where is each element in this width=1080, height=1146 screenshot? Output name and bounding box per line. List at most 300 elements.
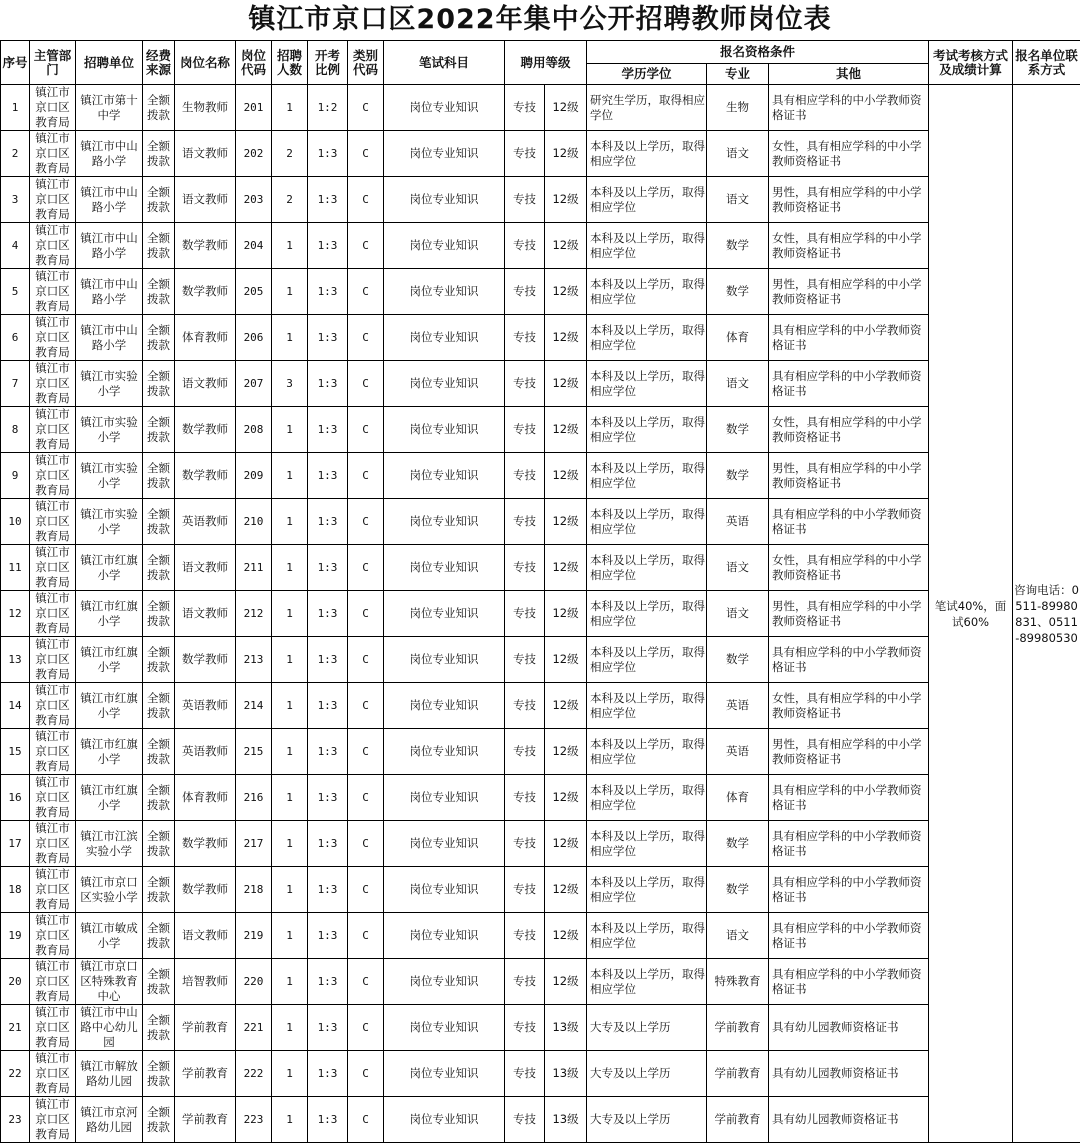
cell-grade-level: 13级 <box>545 1005 587 1051</box>
cell-other: 具有相应学科的中小学教师资格证书 <box>769 637 929 683</box>
cell-major: 数学 <box>707 637 769 683</box>
cell-funding: 全额拨款 <box>143 85 175 131</box>
cell-education: 本科及以上学历，取得相应学位 <box>587 913 707 959</box>
cell-category: C <box>348 1097 384 1143</box>
cell-seq: 21 <box>1 1005 30 1051</box>
cell-grade-level: 13级 <box>545 1051 587 1097</box>
cell-seq: 8 <box>1 407 30 453</box>
cell-count: 1 <box>272 85 308 131</box>
cell-code: 220 <box>236 959 272 1005</box>
cell-other: 具有相应学科的中小学教师资格证书 <box>769 867 929 913</box>
cell-authority: 镇江市京口区教育局 <box>30 177 76 223</box>
cell-grade-level: 12级 <box>545 453 587 499</box>
cell-unit: 镇江市中山路中心幼儿园 <box>76 1005 143 1051</box>
cell-code: 215 <box>236 729 272 775</box>
header-authority: 主管部门 <box>30 41 76 85</box>
cell-count: 1 <box>272 913 308 959</box>
cell-authority: 镇江市京口区教育局 <box>30 131 76 177</box>
cell-ratio: 1:3 <box>308 1005 348 1051</box>
cell-education: 本科及以上学历，取得相应学位 <box>587 637 707 683</box>
cell-education: 研究生学历，取得相应学位 <box>587 85 707 131</box>
cell-authority: 镇江市京口区教育局 <box>30 821 76 867</box>
cell-assessment: 笔试40%，面试60% <box>929 85 1013 1143</box>
header-category: 类别代码 <box>348 41 384 85</box>
cell-authority: 镇江市京口区教育局 <box>30 407 76 453</box>
cell-funding: 全额拨款 <box>143 453 175 499</box>
cell-category: C <box>348 591 384 637</box>
cell-position: 英语教师 <box>175 729 236 775</box>
cell-grade-type: 专技 <box>505 453 545 499</box>
table-row <box>1 223 1080 269</box>
cell-position: 数学教师 <box>175 867 236 913</box>
cell-grade-level: 13级 <box>545 1097 587 1143</box>
cell-unit: 镇江市第十中学 <box>76 85 143 131</box>
cell-seq: 3 <box>1 177 30 223</box>
cell-seq: 23 <box>1 1097 30 1143</box>
table-row <box>1 1005 1080 1051</box>
cell-category: C <box>348 913 384 959</box>
cell-code: 223 <box>236 1097 272 1143</box>
cell-funding: 全额拨款 <box>143 591 175 637</box>
cell-code: 217 <box>236 821 272 867</box>
cell-count: 2 <box>272 177 308 223</box>
cell-other: 具有相应学科的中小学教师资格证书 <box>769 499 929 545</box>
cell-major: 数学 <box>707 821 769 867</box>
cell-education: 本科及以上学历，取得相应学位 <box>587 177 707 223</box>
cell-education: 本科及以上学历，取得相应学位 <box>587 959 707 1005</box>
cell-position: 培智教师 <box>175 959 236 1005</box>
cell-code: 204 <box>236 223 272 269</box>
cell-code: 221 <box>236 1005 272 1051</box>
cell-grade-level: 12级 <box>545 85 587 131</box>
table-row <box>1 683 1080 729</box>
cell-major: 数学 <box>707 867 769 913</box>
cell-grade-level: 12级 <box>545 361 587 407</box>
cell-unit: 镇江市中山路小学 <box>76 315 143 361</box>
cell-education: 大专及以上学历 <box>587 1051 707 1097</box>
cell-unit: 镇江市红旗小学 <box>76 591 143 637</box>
cell-unit: 镇江市敏成小学 <box>76 913 143 959</box>
cell-position: 语文教师 <box>175 361 236 407</box>
cell-position: 体育教师 <box>175 315 236 361</box>
cell-code: 201 <box>236 85 272 131</box>
table-row <box>1 913 1080 959</box>
cell-code: 207 <box>236 361 272 407</box>
cell-category: C <box>348 959 384 1005</box>
cell-exam: 岗位专业知识 <box>384 453 505 499</box>
cell-code: 208 <box>236 407 272 453</box>
cell-funding: 全额拨款 <box>143 821 175 867</box>
cell-unit: 镇江市中山路小学 <box>76 177 143 223</box>
cell-grade-level: 12级 <box>545 959 587 1005</box>
table-row <box>1 959 1080 1005</box>
cell-education: 本科及以上学历，取得相应学位 <box>587 223 707 269</box>
cell-position: 英语教师 <box>175 683 236 729</box>
cell-grade-level: 12级 <box>545 131 587 177</box>
cell-count: 1 <box>272 959 308 1005</box>
cell-ratio: 1:3 <box>308 683 348 729</box>
cell-code: 210 <box>236 499 272 545</box>
cell-ratio: 1:3 <box>308 361 348 407</box>
cell-seq: 11 <box>1 545 30 591</box>
cell-code: 205 <box>236 269 272 315</box>
cell-seq: 4 <box>1 223 30 269</box>
cell-major: 数学 <box>707 407 769 453</box>
cell-grade-level: 12级 <box>545 775 587 821</box>
cell-ratio: 1:3 <box>308 453 348 499</box>
cell-other: 男性，具有相应学科的中小学教师资格证书 <box>769 269 929 315</box>
cell-exam: 岗位专业知识 <box>384 85 505 131</box>
cell-grade-type: 专技 <box>505 637 545 683</box>
cell-exam: 岗位专业知识 <box>384 775 505 821</box>
cell-major: 学前教育 <box>707 1051 769 1097</box>
cell-grade-level: 12级 <box>545 683 587 729</box>
table-row <box>1 269 1080 315</box>
cell-grade-level: 12级 <box>545 223 587 269</box>
cell-seq: 12 <box>1 591 30 637</box>
cell-ratio: 1:3 <box>308 729 348 775</box>
cell-education: 本科及以上学历，取得相应学位 <box>587 867 707 913</box>
cell-major: 数学 <box>707 223 769 269</box>
cell-grade-type: 专技 <box>505 959 545 1005</box>
cell-seq: 5 <box>1 269 30 315</box>
cell-seq: 19 <box>1 913 30 959</box>
cell-authority: 镇江市京口区教育局 <box>30 913 76 959</box>
cell-grade-level: 12级 <box>545 407 587 453</box>
cell-seq: 14 <box>1 683 30 729</box>
cell-ratio: 1:3 <box>308 545 348 591</box>
cell-unit: 镇江市中山路小学 <box>76 223 143 269</box>
cell-unit: 镇江市京口区特殊教育中心 <box>76 959 143 1005</box>
cell-funding: 全额拨款 <box>143 361 175 407</box>
cell-code: 219 <box>236 913 272 959</box>
cell-funding: 全额拨款 <box>143 269 175 315</box>
cell-unit: 镇江市红旗小学 <box>76 729 143 775</box>
cell-ratio: 1:3 <box>308 867 348 913</box>
table-row <box>1 591 1080 637</box>
cell-ratio: 1:3 <box>308 959 348 1005</box>
cell-exam: 岗位专业知识 <box>384 361 505 407</box>
cell-grade-type: 专技 <box>505 85 545 131</box>
cell-count: 1 <box>272 867 308 913</box>
cell-exam: 岗位专业知识 <box>384 499 505 545</box>
cell-grade-type: 专技 <box>505 683 545 729</box>
cell-education: 本科及以上学历，取得相应学位 <box>587 499 707 545</box>
cell-count: 1 <box>272 1097 308 1143</box>
cell-funding: 全额拨款 <box>143 1051 175 1097</box>
cell-major: 语文 <box>707 545 769 591</box>
cell-major: 语文 <box>707 131 769 177</box>
cell-grade-level: 12级 <box>545 729 587 775</box>
cell-exam: 岗位专业知识 <box>384 177 505 223</box>
cell-other: 具有幼儿园教师资格证书 <box>769 1051 929 1097</box>
cell-major: 语文 <box>707 591 769 637</box>
cell-code: 209 <box>236 453 272 499</box>
cell-seq: 9 <box>1 453 30 499</box>
cell-major: 数学 <box>707 269 769 315</box>
cell-authority: 镇江市京口区教育局 <box>30 867 76 913</box>
cell-category: C <box>348 1051 384 1097</box>
cell-education: 本科及以上学历，取得相应学位 <box>587 407 707 453</box>
table-row <box>1 1051 1080 1097</box>
cell-code: 202 <box>236 131 272 177</box>
cell-unit: 镇江市实验小学 <box>76 453 143 499</box>
cell-major: 语文 <box>707 913 769 959</box>
cell-exam: 岗位专业知识 <box>384 1097 505 1143</box>
cell-major: 体育 <box>707 315 769 361</box>
cell-category: C <box>348 361 384 407</box>
cell-count: 1 <box>272 269 308 315</box>
cell-authority: 镇江市京口区教育局 <box>30 361 76 407</box>
header-qualifications: 报名资格条件 <box>587 41 929 64</box>
header-unit: 招聘单位 <box>76 41 143 85</box>
header-other: 其他 <box>769 64 929 85</box>
cell-other: 女性，具有相应学科的中小学教师资格证书 <box>769 545 929 591</box>
cell-grade-type: 专技 <box>505 361 545 407</box>
cell-other: 男性，具有相应学科的中小学教师资格证书 <box>769 591 929 637</box>
cell-count: 1 <box>272 1051 308 1097</box>
table-row <box>1 407 1080 453</box>
cell-exam: 岗位专业知识 <box>384 821 505 867</box>
cell-position: 语文教师 <box>175 177 236 223</box>
cell-position: 英语教师 <box>175 499 236 545</box>
cell-exam: 岗位专业知识 <box>384 223 505 269</box>
cell-ratio: 1:3 <box>308 223 348 269</box>
cell-funding: 全额拨款 <box>143 867 175 913</box>
cell-exam: 岗位专业知识 <box>384 131 505 177</box>
cell-funding: 全额拨款 <box>143 913 175 959</box>
cell-category: C <box>348 867 384 913</box>
cell-position: 学前教育 <box>175 1097 236 1143</box>
cell-category: C <box>348 315 384 361</box>
table-row <box>1 775 1080 821</box>
table-row <box>1 1097 1080 1143</box>
cell-code: 222 <box>236 1051 272 1097</box>
cell-funding: 全额拨款 <box>143 729 175 775</box>
cell-other: 具有相应学科的中小学教师资格证书 <box>769 85 929 131</box>
cell-position: 数学教师 <box>175 453 236 499</box>
cell-other: 具有相应学科的中小学教师资格证书 <box>769 821 929 867</box>
cell-major: 英语 <box>707 499 769 545</box>
cell-authority: 镇江市京口区教育局 <box>30 1051 76 1097</box>
cell-major: 语文 <box>707 177 769 223</box>
header-assessment: 考试考核方式及成绩计算 <box>929 41 1013 85</box>
cell-other: 女性，具有相应学科的中小学教师资格证书 <box>769 131 929 177</box>
cell-grade-level: 12级 <box>545 913 587 959</box>
cell-ratio: 1:3 <box>308 637 348 683</box>
cell-grade-type: 专技 <box>505 315 545 361</box>
cell-category: C <box>348 637 384 683</box>
cell-authority: 镇江市京口区教育局 <box>30 1005 76 1051</box>
cell-funding: 全额拨款 <box>143 683 175 729</box>
cell-grade-type: 专技 <box>505 407 545 453</box>
cell-major: 特殊教育 <box>707 959 769 1005</box>
cell-position: 学前教育 <box>175 1051 236 1097</box>
cell-code: 218 <box>236 867 272 913</box>
cell-funding: 全额拨款 <box>143 545 175 591</box>
cell-education: 本科及以上学历，取得相应学位 <box>587 591 707 637</box>
cell-unit: 镇江市实验小学 <box>76 361 143 407</box>
table-row <box>1 499 1080 545</box>
cell-code: 216 <box>236 775 272 821</box>
cell-count: 1 <box>272 315 308 361</box>
cell-grade-level: 12级 <box>545 591 587 637</box>
cell-count: 1 <box>272 729 308 775</box>
cell-code: 211 <box>236 545 272 591</box>
cell-other: 具有幼儿园教师资格证书 <box>769 1005 929 1051</box>
cell-major: 生物 <box>707 85 769 131</box>
cell-count: 1 <box>272 775 308 821</box>
cell-authority: 镇江市京口区教育局 <box>30 637 76 683</box>
cell-funding: 全额拨款 <box>143 1005 175 1051</box>
cell-unit: 镇江市红旗小学 <box>76 545 143 591</box>
cell-exam: 岗位专业知识 <box>384 959 505 1005</box>
cell-ratio: 1:3 <box>308 407 348 453</box>
cell-grade-type: 专技 <box>505 729 545 775</box>
cell-funding: 全额拨款 <box>143 637 175 683</box>
cell-count: 1 <box>272 821 308 867</box>
cell-seq: 15 <box>1 729 30 775</box>
cell-category: C <box>348 407 384 453</box>
cell-count: 1 <box>272 407 308 453</box>
cell-funding: 全额拨款 <box>143 131 175 177</box>
cell-exam: 岗位专业知识 <box>384 269 505 315</box>
cell-seq: 6 <box>1 315 30 361</box>
cell-ratio: 1:3 <box>308 913 348 959</box>
cell-exam: 岗位专业知识 <box>384 729 505 775</box>
cell-grade-level: 12级 <box>545 499 587 545</box>
cell-ratio: 1:3 <box>308 775 348 821</box>
cell-other: 男性，具有相应学科的中小学教师资格证书 <box>769 177 929 223</box>
cell-other: 女性，具有相应学科的中小学教师资格证书 <box>769 223 929 269</box>
header-position: 岗位名称 <box>175 41 236 85</box>
cell-position: 生物教师 <box>175 85 236 131</box>
cell-unit: 镇江市中山路小学 <box>76 269 143 315</box>
cell-education: 本科及以上学历，取得相应学位 <box>587 269 707 315</box>
cell-funding: 全额拨款 <box>143 499 175 545</box>
cell-unit: 镇江市实验小学 <box>76 499 143 545</box>
header-exam: 笔试科目 <box>384 41 505 85</box>
table-row <box>1 315 1080 361</box>
cell-position: 数学教师 <box>175 407 236 453</box>
cell-authority: 镇江市京口区教育局 <box>30 729 76 775</box>
cell-unit: 镇江市红旗小学 <box>76 683 143 729</box>
cell-funding: 全额拨款 <box>143 315 175 361</box>
cell-exam: 岗位专业知识 <box>384 683 505 729</box>
cell-count: 1 <box>272 637 308 683</box>
header-funding: 经费来源 <box>143 41 175 85</box>
cell-authority: 镇江市京口区教育局 <box>30 775 76 821</box>
cell-other: 女性，具有相应学科的中小学教师资格证书 <box>769 683 929 729</box>
cell-authority: 镇江市京口区教育局 <box>30 959 76 1005</box>
table-body <box>1 85 1080 1143</box>
cell-exam: 岗位专业知识 <box>384 637 505 683</box>
cell-ratio: 1:3 <box>308 591 348 637</box>
cell-other: 女性，具有相应学科的中小学教师资格证书 <box>769 407 929 453</box>
cell-grade-type: 专技 <box>505 545 545 591</box>
cell-ratio: 1:3 <box>308 1097 348 1143</box>
cell-grade-type: 专技 <box>505 269 545 315</box>
cell-authority: 镇江市京口区教育局 <box>30 453 76 499</box>
cell-authority: 镇江市京口区教育局 <box>30 591 76 637</box>
cell-seq: 16 <box>1 775 30 821</box>
cell-authority: 镇江市京口区教育局 <box>30 223 76 269</box>
cell-position: 语文教师 <box>175 913 236 959</box>
table-row <box>1 177 1080 223</box>
recruitment-table <box>0 40 1080 1143</box>
cell-position: 语文教师 <box>175 131 236 177</box>
cell-position: 学前教育 <box>175 1005 236 1051</box>
cell-category: C <box>348 223 384 269</box>
cell-grade-level: 12级 <box>545 637 587 683</box>
cell-grade-type: 专技 <box>505 775 545 821</box>
cell-unit: 镇江市红旗小学 <box>76 637 143 683</box>
table-row <box>1 729 1080 775</box>
cell-authority: 镇江市京口区教育局 <box>30 545 76 591</box>
cell-seq: 1 <box>1 85 30 131</box>
cell-position: 数学教师 <box>175 269 236 315</box>
cell-contact: 咨询电话：0511-89980831、0511-89980530 <box>1013 85 1080 1143</box>
cell-other: 男性，具有相应学科的中小学教师资格证书 <box>769 729 929 775</box>
cell-exam: 岗位专业知识 <box>384 315 505 361</box>
cell-education: 本科及以上学历，取得相应学位 <box>587 821 707 867</box>
cell-unit: 镇江市实验小学 <box>76 407 143 453</box>
cell-other: 具有相应学科的中小学教师资格证书 <box>769 361 929 407</box>
cell-position: 语文教师 <box>175 591 236 637</box>
cell-ratio: 1:3 <box>308 1051 348 1097</box>
cell-other: 具有相应学科的中小学教师资格证书 <box>769 775 929 821</box>
cell-funding: 全额拨款 <box>143 1097 175 1143</box>
cell-major: 学前教育 <box>707 1005 769 1051</box>
cell-education: 本科及以上学历，取得相应学位 <box>587 315 707 361</box>
cell-count: 3 <box>272 361 308 407</box>
cell-position: 数学教师 <box>175 637 236 683</box>
header-major: 专业 <box>707 64 769 85</box>
table-row <box>1 361 1080 407</box>
table-row <box>1 131 1080 177</box>
cell-funding: 全额拨款 <box>143 959 175 1005</box>
cell-grade-type: 专技 <box>505 131 545 177</box>
cell-code: 203 <box>236 177 272 223</box>
cell-grade-type: 专技 <box>505 1005 545 1051</box>
cell-grade-type: 专技 <box>505 1097 545 1143</box>
cell-category: C <box>348 1005 384 1051</box>
cell-count: 1 <box>272 499 308 545</box>
cell-funding: 全额拨款 <box>143 775 175 821</box>
table-row <box>1 867 1080 913</box>
cell-ratio: 1:3 <box>308 177 348 223</box>
cell-category: C <box>348 177 384 223</box>
cell-category: C <box>348 269 384 315</box>
cell-count: 1 <box>272 223 308 269</box>
cell-education: 本科及以上学历，取得相应学位 <box>587 131 707 177</box>
cell-grade-level: 12级 <box>545 821 587 867</box>
cell-exam: 岗位专业知识 <box>384 867 505 913</box>
cell-grade-level: 12级 <box>545 545 587 591</box>
cell-grade-type: 专技 <box>505 177 545 223</box>
cell-ratio: 1:2 <box>308 85 348 131</box>
cell-exam: 岗位专业知识 <box>384 1051 505 1097</box>
cell-authority: 镇江市京口区教育局 <box>30 499 76 545</box>
header-grade: 聘用等级 <box>505 41 587 85</box>
cell-grade-level: 12级 <box>545 867 587 913</box>
cell-category: C <box>348 453 384 499</box>
cell-unit: 镇江市京口区实验小学 <box>76 867 143 913</box>
cell-authority: 镇江市京口区教育局 <box>30 315 76 361</box>
cell-funding: 全额拨款 <box>143 407 175 453</box>
table-row <box>1 453 1080 499</box>
cell-authority: 镇江市京口区教育局 <box>30 269 76 315</box>
